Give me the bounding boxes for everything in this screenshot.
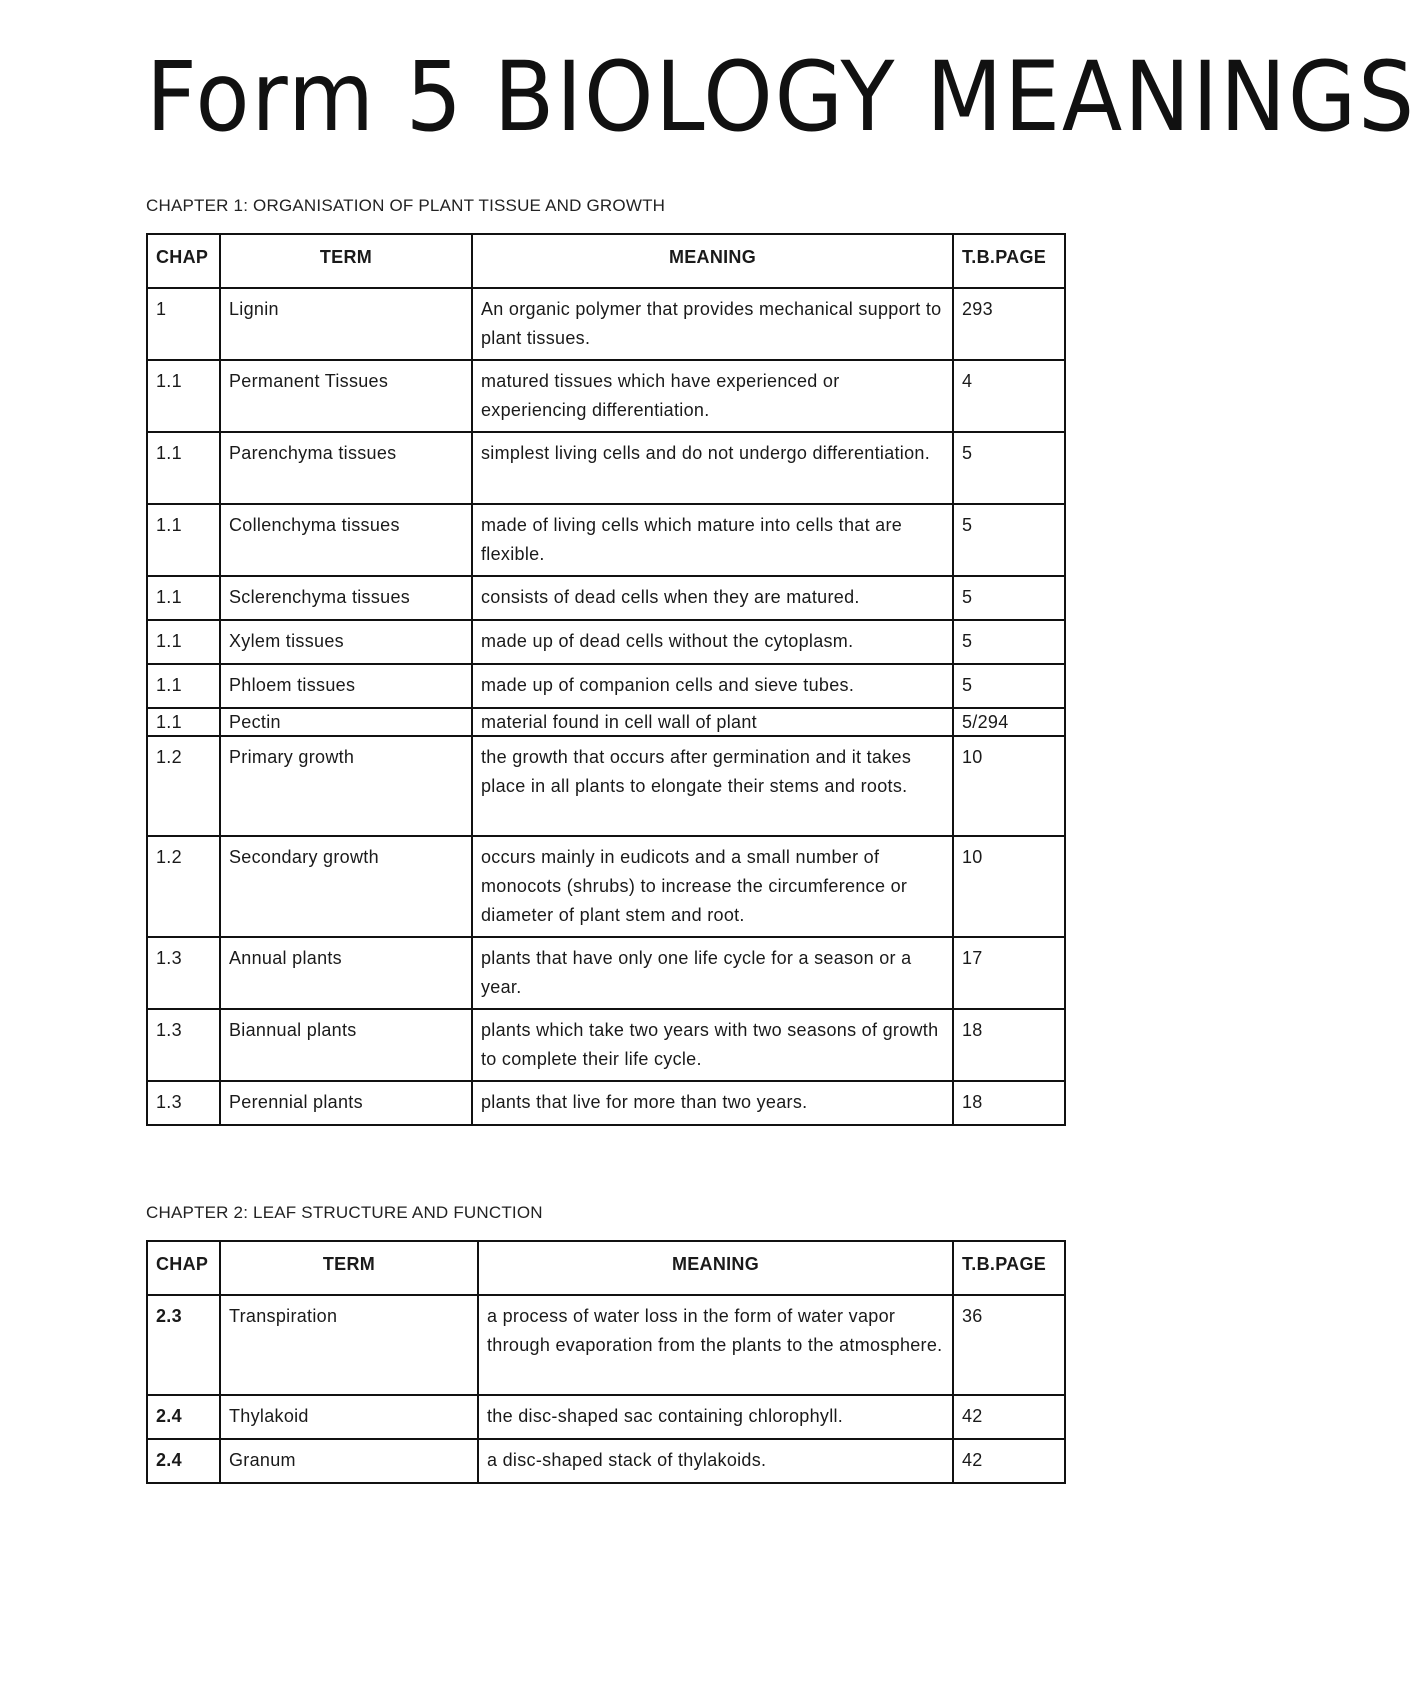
column-header-meaning: MEANING [472,234,953,288]
table-row [147,620,1065,664]
page-cell: 10 [953,836,1065,937]
page-cell: 5/294 [953,708,1065,736]
table-row [147,1395,1065,1439]
chapter-1-table-body [147,288,1065,1125]
term-cell: Biannual plants [220,1009,472,1081]
chapter-1-table [146,233,1066,1126]
term-cell: Phloem tissues [220,664,472,708]
meaning-cell: simplest living cells and do not undergo differentiation. [472,432,953,504]
meaning-cell: the growth that occurs after germination and it takes place in all plants to elongate their stems and roots. [472,736,953,836]
chapter-2-table-body [147,1295,1065,1483]
column-header-term: TERM [220,234,472,288]
table-row [147,504,1065,576]
column-header-meaning: MEANING [478,1241,953,1295]
meaning-cell: An organic polymer that provides mechanical support to plant tissues. [472,288,953,360]
chap-cell: 1.1 [147,576,220,620]
page-cell: 36 [953,1295,1065,1395]
chap-cell: 1.1 [147,620,220,664]
chap-cell: 1.1 [147,360,220,432]
table-row [147,736,1065,836]
chapter-1-heading: CHAPTER 1: ORGANISATION OF PLANT TISSUE AND GROWTH [146,196,666,215]
page-cell: 18 [953,1081,1065,1125]
meaning-cell: a process of water loss in the form of water vapor through evaporation from the plants to the atmosphere. [478,1295,953,1395]
page-cell: 293 [953,288,1065,360]
meaning-cell: a disc-shaped stack of thylakoids. [478,1439,953,1483]
column-header-page: T.B.PAGE [953,234,1065,288]
chap-cell: 1.1 [147,432,220,504]
chap-cell: 1.1 [147,504,220,576]
page-cell: 5 [953,576,1065,620]
table-header-row [147,234,1065,288]
chap-cell: 1.1 [147,664,220,708]
table-row [147,708,1065,736]
meaning-cell: the disc-shaped sac containing chlorophyll. [478,1395,953,1439]
chap-cell: 1.2 [147,736,220,836]
meaning-cell: made up of companion cells and sieve tubes. [472,664,953,708]
column-header-page: T.B.PAGE [953,1241,1065,1295]
meaning-cell: made of living cells which mature into cells that are flexible. [472,504,953,576]
meaning-cell: matured tissues which have experienced or experiencing differentiation. [472,360,953,432]
chap-cell: 1.3 [147,1009,220,1081]
table-row [147,288,1065,360]
table-row [147,360,1065,432]
chap-cell: 2.4 [147,1395,220,1439]
chap-cell: 2.3 [147,1295,220,1395]
chap-cell: 2.4 [147,1439,220,1483]
term-cell: Parenchyma tissues [220,432,472,504]
term-cell: Thylakoid [220,1395,478,1439]
table-row [147,664,1065,708]
meaning-cell: plants that live for more than two years. [472,1081,953,1125]
table-row [147,1295,1065,1395]
chap-cell: 1.3 [147,937,220,1009]
term-cell: Perennial plants [220,1081,472,1125]
page-cell: 4 [953,360,1065,432]
page-cell: 5 [953,432,1065,504]
meaning-cell: made up of dead cells without the cytoplasm. [472,620,953,664]
term-cell: Sclerenchyma tissues [220,576,472,620]
term-cell: Annual plants [220,937,472,1009]
meaning-cell: material found in cell wall of plant [472,708,953,736]
chap-cell: 1.1 [147,708,220,736]
term-cell: Secondary growth [220,836,472,937]
page-cell: 18 [953,1009,1065,1081]
table-row [147,576,1065,620]
term-cell: Pectin [220,708,472,736]
chap-cell: 1.3 [147,1081,220,1125]
term-cell: Collenchyma tissues [220,504,472,576]
page-cell: 42 [953,1439,1065,1483]
table-row [147,1439,1065,1483]
page-cell: 5 [953,620,1065,664]
term-cell: Xylem tissues [220,620,472,664]
chapter-2-table [146,1240,1066,1484]
term-cell: Granum [220,1439,478,1483]
table-row [147,836,1065,937]
table-row [147,937,1065,1009]
table-row [147,1081,1065,1125]
term-cell: Lignin [220,288,472,360]
term-cell: Permanent Tissues [220,360,472,432]
meaning-cell: consists of dead cells when they are matured. [472,576,953,620]
meaning-cell: plants which take two years with two seasons of growth to complete their life cycle. [472,1009,953,1081]
chap-cell: 1 [147,288,220,360]
table-row [147,1009,1065,1081]
term-cell: Primary growth [220,736,472,836]
page-title: Form 5 BIOLOGY MEANINGS [146,41,1416,153]
table-row [147,432,1065,504]
term-cell: Transpiration [220,1295,478,1395]
chap-cell: 1.2 [147,836,220,937]
table-header-row [147,1241,1065,1295]
column-header-chap: CHAP [147,234,220,288]
column-header-term: TERM [220,1241,478,1295]
page-cell: 10 [953,736,1065,836]
meaning-cell: occurs mainly in eudicots and a small number of monocots (shrubs) to increase the circumference or diameter of plant stem and root. [472,836,953,937]
page-cell: 5 [953,504,1065,576]
chapter-2-heading: CHAPTER 2: LEAF STRUCTURE AND FUNCTION [146,1203,543,1222]
page-cell: 42 [953,1395,1065,1439]
page-cell: 5 [953,664,1065,708]
page-cell: 17 [953,937,1065,1009]
meaning-cell: plants that have only one life cycle for a season or a year. [472,937,953,1009]
column-header-chap: CHAP [147,1241,220,1295]
